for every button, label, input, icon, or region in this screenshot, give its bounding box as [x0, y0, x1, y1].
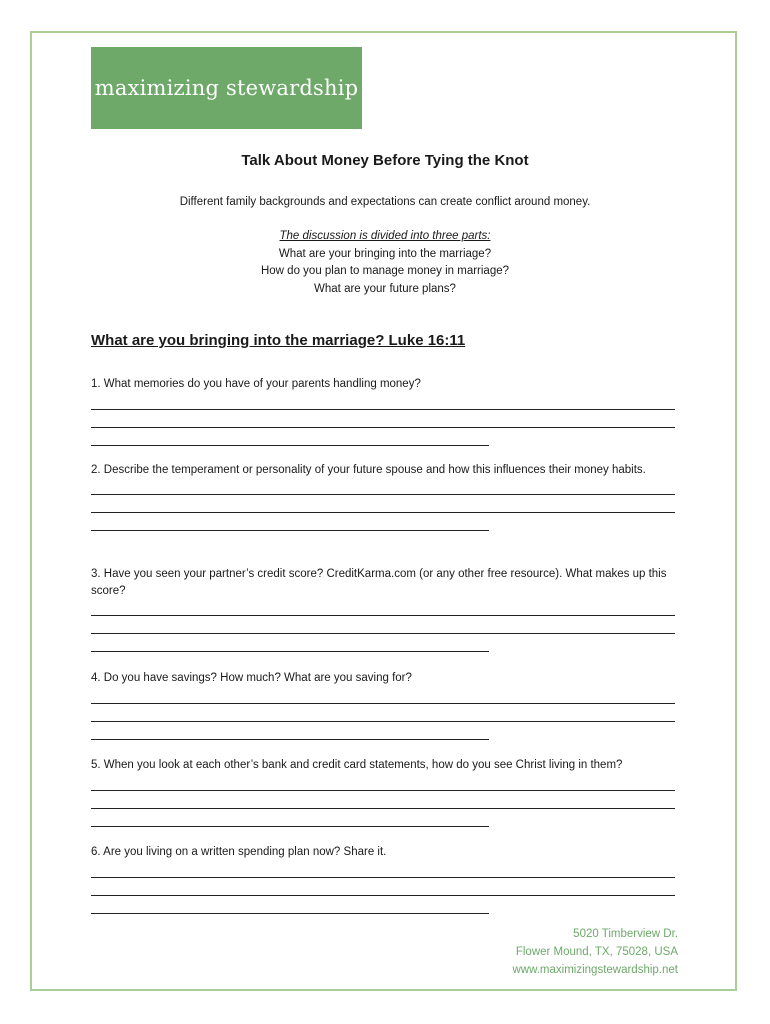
answer-line[interactable]	[91, 739, 489, 740]
discussion-part: What are your future plans?	[314, 282, 456, 295]
answer-line[interactable]	[91, 633, 675, 634]
answer-line[interactable]	[91, 703, 675, 704]
answer-line[interactable]	[91, 826, 489, 827]
question-text: 5. When you look at each other’s bank and credit card statements, how do you see Christ living in them?	[91, 759, 623, 771]
answer-line[interactable]	[91, 651, 489, 652]
logo-text: maximizing stewardship	[94, 76, 359, 100]
question-4	[91, 670, 683, 740]
logo	[91, 47, 362, 129]
answer-line[interactable]	[91, 494, 675, 495]
question-text: 3. Have you seen your partner’s credit score? CreditKarma.com (or any other free resource). What makes up this score?	[91, 568, 667, 597]
section-heading: What are you bringing into the marriage? Luke 16:11	[91, 332, 466, 349]
answer-line[interactable]	[91, 409, 675, 410]
answer-line[interactable]	[91, 512, 675, 513]
question-6	[91, 844, 683, 914]
address-line: Flower Mound, TX, 75028, USA	[515, 946, 678, 958]
discussion-parts	[0, 228, 770, 298]
discussion-heading: The discussion is divided into three parts:	[279, 230, 491, 242]
website-link[interactable]: www.maximizingstewardship.net	[512, 964, 678, 976]
question-text: 6. Are you living on a written spending plan now? Share it.	[91, 846, 387, 858]
question-text: 4. Do you have savings? How much? What are you saving for?	[91, 672, 412, 684]
document-title: Talk About Money Before Tying the Knot	[241, 152, 529, 169]
question-5	[91, 757, 683, 827]
answer-line[interactable]	[91, 445, 489, 446]
discussion-part: What are your bringing into the marriage?	[278, 247, 492, 260]
answer-line[interactable]	[91, 808, 675, 809]
question-1	[91, 376, 683, 446]
question-3	[91, 566, 683, 652]
question-2	[91, 462, 683, 531]
answer-line[interactable]	[91, 615, 675, 616]
footer-address	[512, 925, 678, 979]
answer-line[interactable]	[91, 877, 675, 878]
answer-line[interactable]	[91, 895, 675, 896]
intro-text: Different family backgrounds and expectations can create conflict around money.	[179, 196, 591, 208]
address-line: 5020 Timberview Dr.	[573, 928, 678, 940]
answer-line[interactable]	[91, 790, 675, 791]
discussion-part: How do you plan to manage money in marriage?	[260, 265, 510, 277]
answer-line[interactable]	[91, 530, 489, 531]
question-text: 2. Describe the temperament or personality of your future spouse and how this influences their money habits.	[91, 464, 646, 476]
answer-line[interactable]	[91, 913, 489, 914]
answer-line[interactable]	[91, 427, 675, 428]
answer-line[interactable]	[91, 721, 675, 722]
question-text: 1. What memories do you have of your parents handling money?	[91, 378, 421, 390]
